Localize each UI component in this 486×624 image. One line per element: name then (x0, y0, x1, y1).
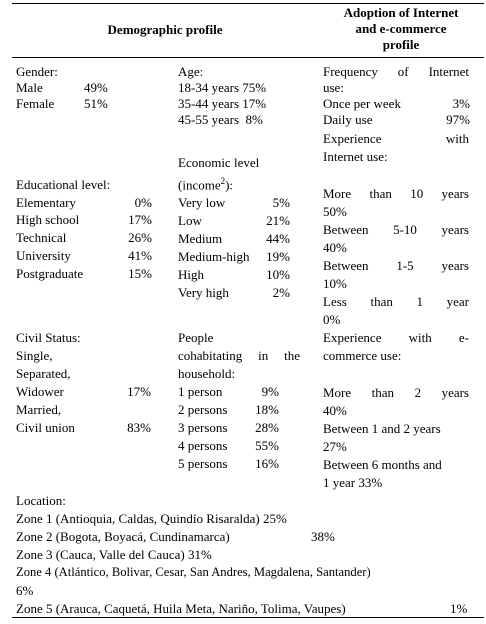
experience-internet-option (323, 294, 469, 309)
people-value: 28% (255, 420, 279, 435)
experience-internet-value: 0% (323, 312, 341, 327)
education-row (16, 212, 152, 227)
economic-label: Very high (178, 285, 229, 300)
frequency-value: 97% (446, 112, 470, 127)
people-label: 2 persons (178, 402, 228, 417)
experience-internet-option (323, 186, 469, 201)
people-row (178, 420, 279, 435)
economic-value: 44% (266, 231, 290, 246)
people-row (178, 384, 279, 399)
exp-word: Less (323, 294, 347, 309)
economic-row (178, 249, 290, 264)
education-label: Technical (16, 230, 67, 245)
economic-row (178, 213, 290, 228)
top-rule (12, 3, 484, 4)
education-row (16, 230, 152, 245)
exp-word: 1-5 (396, 258, 414, 273)
frequency-label: Once per week (323, 96, 401, 111)
economic-title: Economic level (178, 155, 260, 170)
civil-value: 17% (127, 384, 151, 399)
civil-label: Civil union (16, 420, 75, 435)
header-adoption-line3: profile (382, 37, 420, 52)
gender-male-value: 49% (84, 80, 108, 95)
economic-value: 5% (272, 195, 290, 210)
education-value: 26% (128, 230, 152, 245)
civil-line: Married, (16, 402, 62, 417)
location-zone: Zone 4 (Atlántico, Bolivar, Cesar, San Andres, Magdalena, Santander) (16, 565, 371, 579)
people-title-line3: household: (178, 366, 236, 381)
frequency-word: of (397, 64, 409, 79)
exp-word: Between (323, 222, 369, 237)
experience-ecommerce-value: 40% (323, 403, 347, 418)
exp-word: than (369, 186, 392, 201)
economic-income-end: ): (225, 177, 234, 193)
people-row (178, 402, 279, 417)
economic-footnote-mark: 2 (220, 176, 226, 186)
exp-word: More (323, 385, 352, 400)
people-value: 18% (255, 402, 279, 417)
exp-word: with (408, 330, 432, 345)
gender-title: Gender: (16, 64, 58, 79)
economic-value: 21% (266, 213, 290, 228)
frequency-row (323, 96, 470, 111)
people-word: cohabitating (178, 348, 243, 363)
exp-word: 1 (416, 294, 423, 309)
frequency-row (323, 112, 470, 127)
people-row (178, 456, 279, 471)
exp-word: years (441, 186, 469, 201)
bottom-rule (12, 617, 484, 618)
experience-internet-title (323, 131, 469, 146)
exp-word: e- (458, 330, 469, 345)
exp-word: Experience (323, 131, 382, 146)
age-row: 45-55 years 8% (178, 112, 263, 127)
experience-ecommerce-title-line2: commerce use: (323, 348, 402, 363)
education-title: Educational level: (16, 177, 111, 192)
education-value: 17% (128, 212, 152, 227)
experience-internet-value: 50% (323, 204, 347, 219)
economic-label: Very low (178, 195, 226, 210)
location-zone: Zone 1 (Antioquia, Caldas, Quindío Risaralda) 25% (16, 511, 287, 526)
location-zone: Zone 2 (Bogota, Boyacá, Cundinamarca) (16, 529, 230, 544)
people-word: the (284, 348, 300, 363)
civil-line: Separated, (16, 366, 71, 381)
exp-word: Experience (323, 330, 382, 345)
economic-row (178, 231, 290, 246)
frequency-word: Internet (428, 64, 469, 79)
people-label: 3 persons (178, 420, 228, 435)
exp-word: years (441, 258, 469, 273)
experience-ecommerce-option (323, 385, 469, 400)
economic-label: Medium-high (178, 249, 250, 264)
economic-row (178, 195, 290, 210)
header-demographic: Demographic profile (107, 22, 223, 37)
experience-ecommerce-option: Between 6 months and (323, 457, 442, 472)
economic-row (178, 267, 290, 282)
economic-label: Low (178, 213, 202, 228)
gender-female-value: 51% (84, 96, 108, 111)
education-label: Elementary (16, 195, 76, 210)
header-rule (12, 57, 484, 58)
header-adoption (318, 5, 484, 53)
location-zone-value: 38% (311, 529, 335, 544)
experience-internet-option (323, 258, 469, 273)
age-row: 18-34 years 75% (178, 80, 267, 95)
education-row (16, 266, 152, 281)
civil-title: Civil Status: (16, 330, 81, 345)
economic-value: 10% (266, 267, 290, 282)
frequency-title (323, 64, 469, 79)
education-value: 41% (128, 248, 152, 263)
age-row: 35-44 years 17% (178, 96, 267, 111)
education-label: Postgraduate (16, 266, 84, 281)
experience-ecommerce-option: Between 1 and 2 years (323, 421, 441, 436)
education-row (16, 195, 152, 210)
gender-male-label: Male (16, 80, 43, 95)
experience-ecommerce-option-line2: 1 year 33% (323, 475, 383, 490)
civil-union-row (16, 420, 151, 435)
education-value: 0% (134, 195, 152, 210)
exp-word: Between (323, 258, 369, 273)
exp-word: More (323, 186, 352, 201)
exp-word: than (371, 385, 395, 400)
people-value: 16% (255, 456, 279, 471)
civil-label: Widower (16, 384, 64, 399)
experience-internet-option (323, 222, 469, 237)
economic-label: Medium (178, 231, 223, 246)
frequency-title-line2: use: (323, 80, 344, 95)
education-value: 15% (128, 266, 152, 281)
experience-internet-value: 10% (323, 276, 347, 291)
education-row (16, 248, 152, 263)
people-label: 5 persons (178, 456, 228, 471)
frequency-label: Daily use (323, 112, 373, 127)
exp-word: with (445, 131, 469, 146)
people-title-line2 (178, 348, 300, 363)
location-zone: Zone 5 (Arauca, Caquetá, Huila Meta, Nariño, Tolima, Vaupes) (16, 601, 346, 616)
experience-internet-title-line2: Internet use: (323, 149, 388, 164)
people-value: 9% (261, 384, 279, 399)
experience-ecommerce-value: 27% (323, 439, 347, 454)
people-value: 55% (255, 438, 279, 453)
people-title: People (178, 330, 214, 345)
gender-female-label: Female (16, 96, 55, 111)
header-adoption-line2: and e-commerce (355, 21, 447, 36)
civil-value: 83% (127, 420, 151, 435)
people-label: 4 persons (178, 438, 228, 453)
economic-value: 19% (266, 249, 290, 264)
experience-ecommerce-title (323, 330, 469, 345)
people-row (178, 438, 279, 453)
exp-word: 2 (414, 385, 422, 400)
frequency-value: 3% (452, 96, 470, 111)
exp-word: than (370, 294, 393, 309)
economic-row (178, 285, 290, 300)
people-label: 1 person (178, 384, 223, 399)
exp-word: years (441, 385, 469, 400)
economic-title-income (178, 174, 233, 192)
civil-widower-row (16, 384, 151, 399)
people-word: in (258, 348, 269, 363)
location-zone: Zone 3 (Cauca, Valle del Cauca) 31% (16, 547, 212, 562)
economic-value: 2% (272, 285, 290, 300)
education-label: University (16, 248, 71, 263)
experience-internet-value: 40% (323, 240, 347, 255)
economic-label: High (178, 267, 204, 282)
education-label: High school (16, 212, 80, 227)
exp-word: 5-10 (393, 222, 417, 237)
civil-line: Single, (16, 348, 53, 363)
economic-income-text: (income (178, 177, 221, 193)
exp-word: years (441, 222, 469, 237)
location-title: Location: (16, 493, 66, 508)
header-adoption-line1: Adoption of Internet (343, 5, 459, 20)
exp-word: 10 (410, 186, 424, 201)
location-zone-value: 1% (450, 601, 468, 616)
frequency-word: Frequency (323, 64, 378, 79)
exp-word: year (446, 294, 469, 309)
location-zone-value: 6% (16, 583, 34, 598)
age-title: Age: (178, 64, 204, 79)
